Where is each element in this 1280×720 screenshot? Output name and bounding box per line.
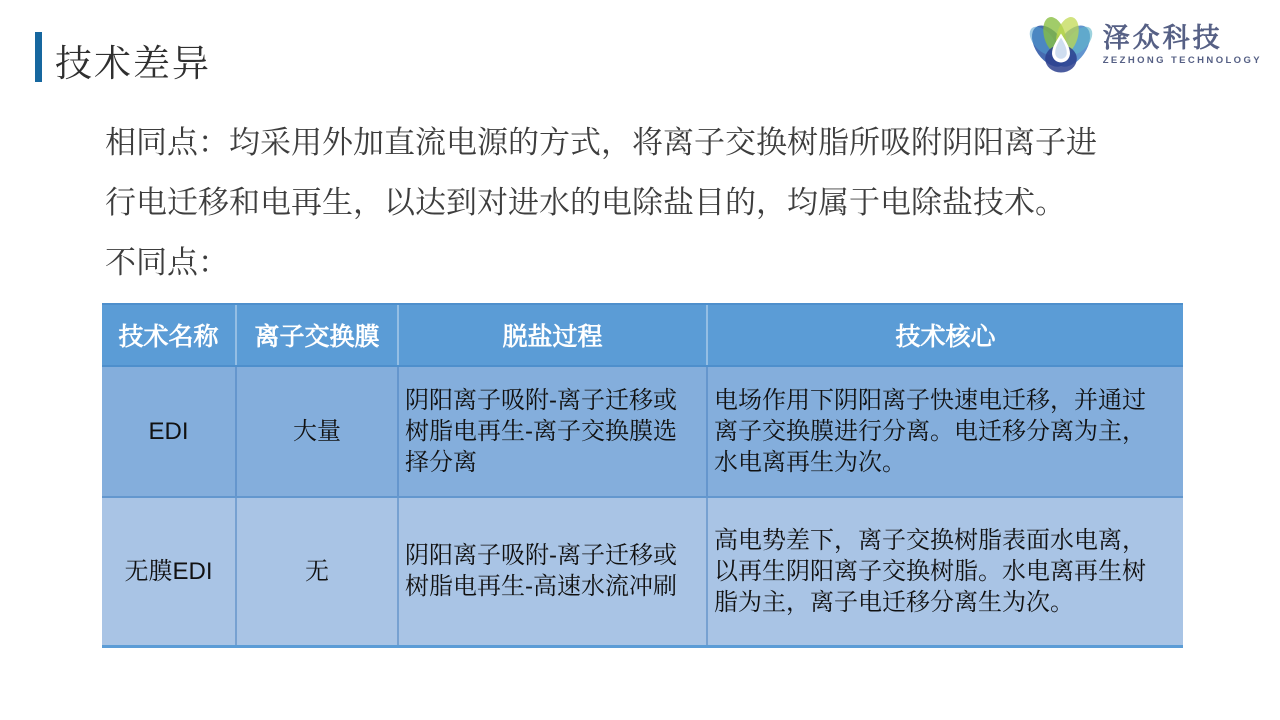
col-header-tech-name: 技术名称	[102, 304, 236, 366]
cell-name: EDI	[102, 366, 236, 497]
logo-text	[1103, 23, 1262, 66]
col-header-process: 脱盐过程	[398, 304, 707, 366]
cell-process: 阴阳离子吸附-离子迁移或树脂电再生-离子交换膜选择分离	[398, 366, 707, 497]
logo-company-name: 泽众科技	[1102, 22, 1223, 53]
logo-company-subtitle: ZEZHONG TECHNOLOGY	[1102, 54, 1262, 66]
comparison-table	[102, 303, 1183, 648]
cell-process: 阴阳离子吸附-离子迁移或树脂电再生-高速水流冲刷	[398, 497, 707, 646]
body-text	[105, 113, 1195, 293]
cell-membrane: 大量	[236, 366, 398, 497]
col-header-core: 技术核心	[707, 304, 1183, 366]
company-logo	[1023, 6, 1262, 82]
table-row-membraneless-edi	[102, 497, 1183, 646]
cell-membrane: 无	[236, 497, 398, 646]
table-row-edi	[102, 366, 1183, 497]
cell-core: 高电势差下，离子交换树脂表面水电离，以再生阴阳离子交换树脂。水电离再生树脂为主，离子电迁移分离生为次。	[707, 497, 1183, 646]
table-header-row	[102, 304, 1183, 366]
body-line-2: 行电迁移和电再生，以达到对进水的电除盐目的，均属于电除盐技术。	[105, 185, 1066, 220]
cell-name: 无膜EDI	[102, 497, 236, 646]
page-title: 技术差异	[55, 43, 211, 84]
title-accent-bar	[35, 32, 42, 82]
lotus-water-drop-icon	[1023, 6, 1099, 82]
body-line-1: 相同点：均采用外加直流电源的方式，将离子交换树脂所吸附阴阳离子进	[105, 125, 1097, 160]
cell-core: 电场作用下阴阳离子快速电迁移，并通过离子交换膜进行分离。电迁移分离为主，水电离再生为次。	[707, 366, 1183, 497]
col-header-membrane: 离子交换膜	[236, 304, 398, 366]
body-line-3: 不同点：	[105, 245, 229, 280]
